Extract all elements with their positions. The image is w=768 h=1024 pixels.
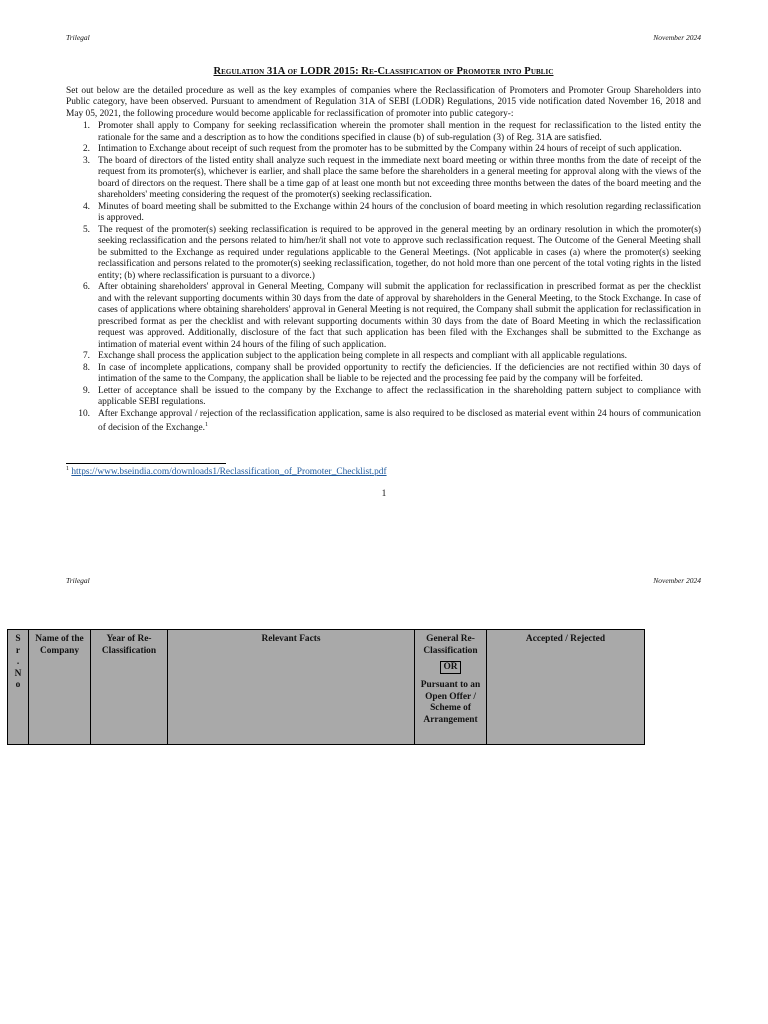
column-header-accepted-rejected: Accepted / Rejected: [487, 630, 645, 745]
list-item: [66, 363, 701, 386]
list-item: [66, 121, 701, 144]
column-header-sr-no: [8, 630, 29, 745]
list-item: [66, 351, 701, 363]
footnote-link[interactable]: https://www.bseindia.com/downloads1/Reclassification_of_Promoter_Checklist.pdf: [71, 467, 387, 478]
footnote-reference: 1: [205, 422, 208, 428]
list-item: [66, 225, 701, 283]
list-text: Exchange shall process the application subject to the application being complete in all respects and compliant with all applicable regulations.: [98, 351, 628, 361]
footnote: [66, 466, 387, 477]
list-text: Promoter shall apply to Company for seeking reclassification wherein the promoter shall mention in the request for reclassification to the listed entity the rationale for the same and a description as to how the conditions specified in clause (b) of sub-regulation (3) of Reg. 31A are satisfied.: [98, 121, 701, 143]
list-number: 8.: [82, 362, 90, 373]
column-header-company: Name of the Company: [29, 630, 91, 745]
list-number: 4.: [82, 201, 90, 212]
list-number: 10.: [78, 408, 90, 419]
list-item: [66, 156, 701, 202]
list-text: The board of directors of the listed entity shall analyze such request in the immediate next board meeting or within three months from the date of receipt of the request from its promoter(s), whichever is earlier, and shall place the same before the shareholders in a general meeting for approval along with the views of the board of directors on the request. There shall be a time gap of at least one month but not exceeding three months between the dates of the board meeting and the shareholders' meeting considering the request of the promoter(s) seeking reclassification.: [98, 155, 701, 200]
reclassification-table: [7, 629, 645, 745]
list-item: [66, 202, 701, 225]
list-number: 2.: [82, 144, 90, 154]
list-item: [66, 144, 701, 156]
classification-open-offer-label: Pursuant to an Open Offer / Scheme of Arrangement: [420, 680, 481, 725]
list-number: 5.: [82, 224, 90, 235]
or-label: OR: [440, 661, 460, 674]
column-header-year: Year of Re-Classification: [91, 630, 168, 745]
intro-paragraph: Set out below are the detailed procedure as well as the key examples of companies where the Reclassification of Promoters and Promoter Group Shareholders into Public category, have been observed. Pursuant to amendment of Regulation 31A of SEBI (LODR) Regulations, 2015 vide notification dated November 16, 2018 and May 05, 2021, the following procedure would become applicable for reclassification of promoter into public category-:: [66, 86, 701, 119]
footnote-mark: 1: [66, 466, 69, 472]
list-text: Intimation to Exchange about receipt of such request from the promoter has to be submitted by the Company within 24 hours of receipt of such application.: [98, 144, 682, 154]
list-text: Minutes of board meeting shall be submitted to the Exchange within 24 hours of the conclusion of board meeting in which resolution regarding reclassification is approved.: [98, 201, 701, 223]
header-right-page-2: November 2024: [653, 576, 701, 585]
list-text: Letter of acceptance shall be issued to the company by the Exchange to affect the reclassification in the shareholding pattern subject to compliance with applicable SEBI regulations.: [98, 385, 701, 407]
list-number: 1.: [82, 121, 90, 131]
page-number: 1: [381, 489, 387, 499]
list-number: 6.: [82, 282, 90, 292]
column-header-relevant-facts: Relevant Facts: [168, 630, 415, 745]
list-text: The request of the promoter(s) seeking reclassification is required to be approved in the general meeting by an ordinary resolution in which the promoter(s) seeking reclassification and the persons related to him/her/it shall not vote to approve such reclassification request. The Outcome of the General Meeting shall be submitted to the Exchange as required under regulations applicable to the General Meetings. (Not applicable in cases (a) where the promoter(s) seeking reclassification and persons related to the promoter(s) seeking reclassification, together, do not hold more than one percent of the total voting rights in the listed entity; (b) where reclassification is pursuant to a divorce.): [98, 224, 701, 281]
list-item: [66, 409, 701, 435]
header-left-page-2: Trilegal: [66, 576, 90, 585]
classification-general-label: General Re-Classification: [423, 634, 478, 656]
footnote-divider: [66, 463, 226, 464]
column-header-classification-type: [415, 630, 487, 745]
header-right: November 2024: [653, 33, 701, 42]
procedure-list: [66, 121, 701, 435]
list-item: [66, 282, 701, 351]
list-number: 7.: [82, 351, 90, 361]
list-number: 9.: [82, 385, 90, 396]
column-header-sr-no-text: Sr . N o: [14, 634, 22, 690]
list-text: After Exchange approval / rejection of the reclassification application, same is also required to be disclosed as material event within 24 hours of communication of decision of the Exchange.: [98, 408, 701, 434]
table-header-row: [8, 630, 645, 745]
list-number: 3.: [82, 155, 90, 166]
header-left: Trilegal: [66, 33, 90, 42]
list-text: After obtaining shareholders' approval in General Meeting, Company will submit the application for reclassification in prescribed format as per the checklist and with the relevant supporting documents within 30 days from the date of approval by shareholders in the General Meeting, to the Stock Exchange. In case of cases of applications where obtaining shareholders' approval in General Meeting is not required, the Company shall submit the application for reclassification in prescribed format as per the checklist and with relevant supporting documents within 30 days from the date of Board Meeting in which the reclassification request was approved. Additionally, disclosure of the fact that such application has been filed with the Exchanges shall be submitted to the Exchange as intimation of material event within 24 hours of the filing of such application.: [98, 282, 701, 350]
list-text: In case of incomplete applications, company shall be provided opportunity to rectify the deficiencies. If the deficiencies are not rectified within 30 days of intimation of the same to the Company, the application shall be liable to be rejected and the processing fee paid by the company will be forfeited.: [98, 362, 701, 384]
list-item: [66, 386, 701, 409]
page-title: Regulation 31A of LODR 2015: Re-Classification of Promoter into Public: [213, 66, 554, 77]
